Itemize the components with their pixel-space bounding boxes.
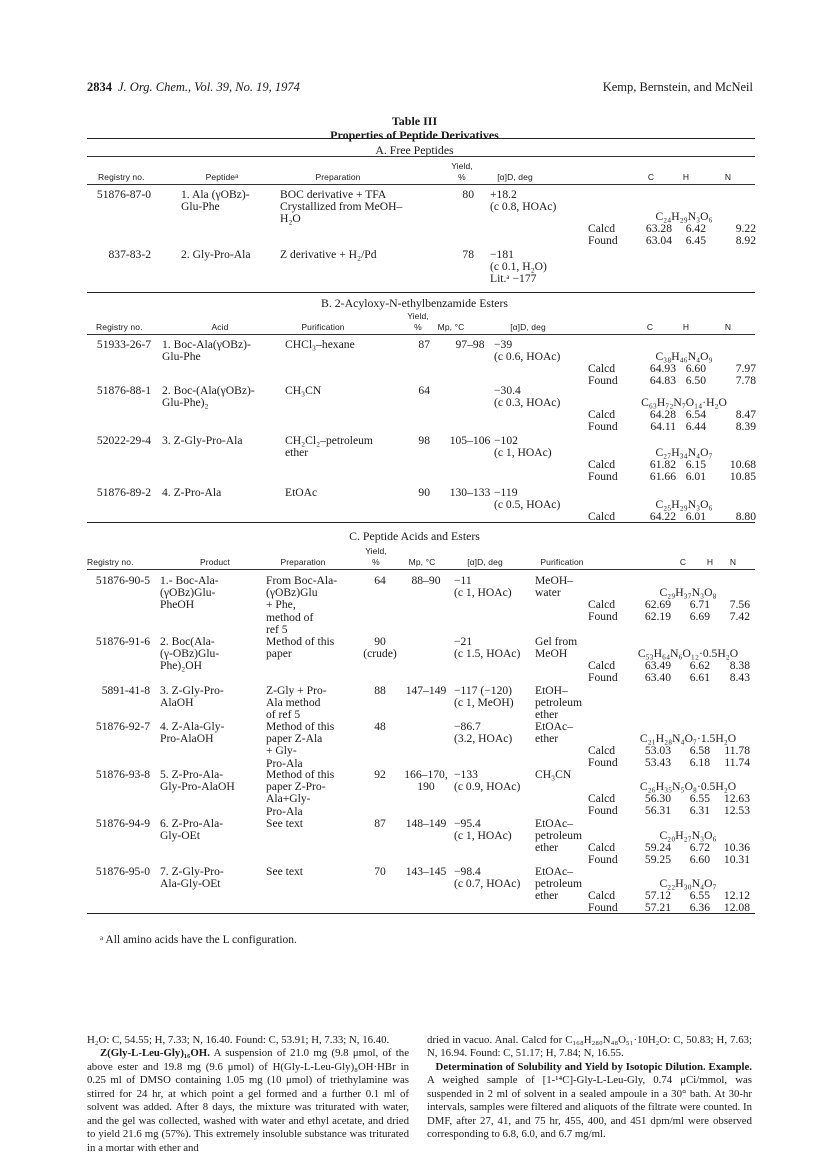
journal-line [87, 80, 300, 95]
optical-rotation: −181 [490, 248, 514, 261]
col-header: C [679, 557, 687, 567]
registry-number: 52022-29-4 [96, 434, 151, 447]
purification: MeOH [535, 647, 568, 661]
col-header: N [724, 322, 732, 332]
registry-number: 51876-95-0 [95, 865, 150, 878]
col-header: % [414, 322, 422, 332]
yield: 87 [418, 338, 430, 351]
col-header: Yield, [451, 161, 473, 171]
purification: ether [535, 841, 559, 855]
registry-number: 51876-92-7 [95, 720, 150, 733]
optical-rotation: −39 [494, 338, 513, 351]
found-c: 57.21 [644, 901, 671, 915]
melting-point: 190 [417, 780, 435, 794]
body-column-left [87, 1034, 409, 1155]
col-header: C [647, 172, 655, 182]
molecular-formula: C₂₆H₃₅N₅O₈·0.5H₂O [639, 780, 737, 793]
registry-number: 51876-87-0 [96, 188, 151, 201]
found-h: 6.01 [685, 470, 706, 484]
product-name: 1.- Boc-Ala- [160, 574, 219, 587]
authors: Kemp, Bernstein, and McNeil [602, 80, 753, 94]
calcd-label: Calcd [588, 510, 616, 524]
molecular-formula: C₂₁H₂₈N₄O₇·1.5H₂O [639, 732, 737, 745]
table-footnote: ᵃ All amino acids have the L configuration. [100, 934, 297, 946]
purification: EtOAc– [535, 865, 573, 878]
calcd-h: 6.62 [689, 659, 710, 673]
found-c: 62.19 [644, 610, 671, 624]
yield: 64 [418, 384, 430, 397]
product-name: Gly-Pro-AlaOH [160, 780, 235, 794]
col-header: H [682, 322, 690, 332]
section-title: A. Free Peptides [375, 143, 454, 157]
yield: 64 [374, 574, 386, 587]
molecular-formula: C₃₈H₄₆N₄O₉ [655, 350, 713, 363]
optical-rotation: (3.2, HOAc) [454, 732, 513, 746]
molecular-formula: C₆₃H₇₂N₇O₁₄·H₂O [641, 396, 727, 409]
preparation: Method of this [266, 720, 335, 733]
found-label: Found [588, 804, 618, 818]
calcd-c: 56.30 [644, 792, 671, 806]
registry-number: 51876-94-9 [95, 817, 150, 830]
col-header: Purification [301, 322, 345, 332]
purification: EtOAc– [535, 720, 573, 733]
preparation: Ala method [266, 696, 321, 710]
col-header: C [646, 322, 654, 332]
found-label: Found [588, 470, 618, 484]
melting-point: 130–133 [449, 486, 491, 499]
found-c: 56.31 [644, 804, 671, 818]
found-n: 12.53 [723, 804, 750, 818]
purification: petroleum [535, 877, 583, 891]
product-name: 6. Z-Pro-Ala- [160, 817, 224, 830]
product-name: 2. Boc(Ala- [160, 635, 215, 648]
calcd-c: 63.49 [644, 659, 671, 673]
found-n: 8.43 [729, 671, 750, 685]
purification: water [535, 586, 561, 600]
journal-citation: J. Org. Chem., Vol. 39, No. 19, 1974 [118, 80, 300, 94]
col-header: Acid [211, 322, 229, 332]
calcd-label: Calcd [588, 792, 616, 806]
found-n: 7.78 [735, 374, 756, 388]
body-paragraph: H₂O: C, 54.55; H, 7.33; N, 16.40. Found: C, 53.91; H, 7.33; N, 16.40. [87, 1034, 390, 1046]
calcd-n: 10.36 [723, 841, 750, 855]
table-rule [87, 334, 755, 335]
purification: EtOAc– [535, 817, 573, 830]
optical-rotation: (c 0.5, HOAc) [494, 498, 561, 512]
calcd-c: 57.12 [644, 889, 671, 903]
calcd-label: Calcd [588, 222, 616, 236]
purification: CHCl₃–hexane [285, 338, 355, 351]
melting-point: 105–106 [449, 434, 491, 447]
calcd-h: 6.71 [689, 598, 710, 612]
optical-rotation: (c 1, HOAc) [454, 586, 512, 600]
calcd-c: 59.24 [644, 841, 671, 855]
product-name: Pro-AlaOH [160, 732, 214, 746]
calcd-c: 61.82 [649, 458, 676, 472]
calcd-label: Calcd [588, 408, 616, 422]
page-header [87, 80, 753, 96]
col-header: Yield, [365, 546, 387, 556]
found-n: 11.74 [724, 756, 750, 770]
molecular-formula: C₅₃H₆₄N₆O₁₂·0.5H₂O [637, 647, 739, 660]
table-title: Properties of Peptide Derivatives [330, 128, 499, 143]
calcd-label: Calcd [588, 458, 616, 472]
preparation: + Gly- [266, 744, 297, 758]
paragraph-heading: Determination of Solubility and Yield by Isotopic Dilution. Example. [435, 1060, 752, 1073]
preparation: Pro-Ala [266, 804, 303, 818]
purification: ether [535, 732, 559, 746]
found-h: 6.61 [689, 671, 710, 685]
col-header: H [706, 557, 714, 567]
found-n: 7.42 [729, 610, 750, 624]
calcd-h: 6.15 [685, 458, 706, 472]
calcd-label: Calcd [588, 841, 616, 855]
yield: 78 [462, 248, 474, 261]
found-n: 8.39 [735, 420, 756, 434]
purification: ether [535, 889, 559, 903]
product-name: Gly-OEt [160, 829, 200, 843]
purification: petroleum [535, 696, 583, 710]
registry-number: 51876-89-2 [96, 486, 151, 499]
found-label: Found [588, 901, 618, 915]
col-header: Yield, [407, 311, 429, 321]
calcd-n: 7.97 [735, 362, 756, 376]
preparation: Ala+Gly- [266, 792, 311, 806]
calcd-h: 6.42 [685, 222, 706, 236]
product-name: 4. Z-Ala-Gly- [160, 720, 225, 733]
yield: 98 [418, 434, 430, 447]
preparation: Z derivative + H₂/Pd [280, 248, 377, 261]
product-name: 3. Z-Gly-Pro- [160, 684, 224, 697]
found-n: 8.92 [735, 234, 756, 248]
table-rule [87, 292, 755, 293]
calcd-n: 8.38 [729, 659, 750, 673]
product-name: PheOH [160, 598, 195, 612]
body-paragraph: dried in vacuo. Anal. Calcd for C₁₆₈H₂₈₀N₄₈O₅₁·10H₂O: C, 50.83; H, 7.63; N, 16.94. Found: C, 51.17; H, 7.84; N, 16.55. [427, 1034, 752, 1060]
found-label: Found [588, 234, 618, 248]
calcd-h: 6.72 [689, 841, 710, 855]
table-rule [87, 156, 755, 157]
optical-rotation: (c 0.1, H₂O) [490, 260, 547, 274]
optical-rotation: (c 0.9, HOAc) [454, 780, 521, 794]
product-name: (γ-OBz)Glu- [160, 647, 220, 661]
paragraph-text: A weighed sample of [1-¹⁴C]-Gly-L-Leu-Gly, 0.74 μCi/mmol, was suspended in 2 ml of solvent in a sealed ampoule in a 30° bath. At 30-hr intervals, samples were filtered and aliquots of the filtrate were counted. In DMF, after 27, 41, and 75 hr, 455, 400, and 451 dpm/ml were observed corresponding to 6.8, 6.0, and 6.7 mg/ml. [427, 1074, 752, 1141]
preparation: BOC derivative + TFA [280, 188, 387, 201]
yield: 87 [374, 817, 386, 830]
calcd-n: 11.78 [724, 744, 750, 758]
calcd-label: Calcd [588, 598, 616, 612]
melting-point: 88–90 [411, 574, 441, 587]
table-rule [87, 184, 755, 185]
col-header: [α]D, deg [467, 557, 503, 567]
preparation: paper Z-Ala [266, 732, 323, 746]
optical-rotation: Lit.ᵃ −177 [490, 272, 537, 286]
molecular-formula: C₂₇H₃₄N₄O₇ [655, 446, 713, 459]
found-c: 64.83 [649, 374, 676, 388]
calcd-c: 53.03 [644, 744, 671, 758]
found-h: 6.44 [685, 420, 706, 434]
table-rule [87, 522, 755, 523]
yield: 70 [374, 865, 386, 878]
molecular-formula: C₂₉H₃₇N₃O₈ [659, 586, 717, 599]
acid-name: 3. Z-Gly-Pro-Ala [162, 434, 243, 447]
acid-name: 4. Z-Pro-Ala [162, 486, 222, 499]
col-header: Registry no. [98, 172, 145, 182]
purification: CH₃CN [535, 768, 572, 781]
col-header: Preparation [280, 557, 326, 567]
preparation: Crystallized from MeOH– [280, 200, 403, 214]
found-label: Found [588, 671, 618, 685]
product-name: AlaOH [160, 696, 194, 710]
col-header: Purification [540, 557, 584, 567]
optical-rotation: (c 0.6, HOAc) [494, 350, 561, 364]
optical-rotation: −95.4 [454, 817, 481, 830]
preparation: ref 5 [266, 622, 288, 636]
yield: 80 [462, 188, 474, 201]
product-name: Ala-Gly-OEt [160, 877, 221, 891]
preparation: See text [266, 817, 304, 830]
calcd-h: 6.55 [689, 792, 710, 806]
col-header: Preparation [315, 172, 361, 182]
found-n: 10.31 [723, 853, 750, 867]
col-header: % [458, 172, 466, 182]
preparation: paper [266, 647, 292, 661]
registry-number: 51933-26-7 [96, 338, 151, 351]
optical-rotation: −117 (−120) [454, 684, 513, 697]
calcd-n: 12.63 [723, 792, 750, 806]
preparation: Pro-Ala [266, 756, 303, 770]
peptide-name: 1. Ala (γOBz)- [181, 188, 250, 201]
molecular-formula: C₂₅H₂₉N₃O₆ [655, 498, 713, 511]
col-header: Peptideᵃ [205, 172, 239, 182]
found-label: Found [588, 610, 618, 624]
calcd-h: 6.54 [685, 408, 706, 422]
calcd-n: 8.47 [735, 408, 756, 422]
optical-rotation: (c 0.7, HOAc) [454, 877, 521, 891]
optical-rotation: −98.4 [454, 865, 481, 878]
preparation: See text [266, 865, 304, 878]
found-h: 6.50 [685, 374, 706, 388]
preparation: (γOBz)Glu [266, 586, 318, 600]
found-h: 6.36 [689, 901, 710, 915]
optical-rotation: −119 [494, 486, 518, 499]
yield: 48 [374, 720, 386, 733]
table-rule [87, 569, 755, 570]
melting-point: 147–149 [405, 684, 447, 697]
optical-rotation: (c 0.8, HOAc) [490, 200, 557, 214]
yield: 90 [374, 635, 386, 648]
calcd-c: 62.69 [644, 598, 671, 612]
found-h: 6.69 [689, 610, 710, 624]
col-header: [α]D, deg [510, 322, 546, 332]
optical-rotation: −21 [454, 635, 473, 648]
col-header: % [372, 557, 380, 567]
col-header: H [682, 172, 690, 182]
melting-point: 143–145 [405, 865, 447, 878]
purification: Gel from [535, 635, 578, 648]
optical-rotation: (c 1, HOAc) [454, 829, 512, 843]
col-header: Mp, °C [437, 322, 465, 332]
yield: 88 [374, 684, 386, 697]
found-label: Found [588, 853, 618, 867]
preparation: method of [266, 610, 314, 624]
optical-rotation: −133 [454, 768, 478, 781]
purification: ether [285, 446, 309, 460]
calcd-c: 63.28 [645, 222, 672, 236]
product-name: (γOBz)Glu- [160, 586, 216, 600]
registry-number: 51876-91-6 [95, 635, 150, 648]
calcd-h: 6.01 [685, 510, 706, 524]
optical-rotation: (c 1, HOAc) [494, 446, 552, 460]
section-title: B. 2-Acyloxy-N-ethylbenzamide Esters [320, 296, 509, 310]
found-h: 6.18 [689, 756, 710, 770]
found-c: 59.25 [644, 853, 671, 867]
acid-name: Glu-Phe)₂ [162, 396, 209, 410]
molecular-formula: C₂₄H₂₉N₃O₆ [655, 210, 713, 223]
registry-number: 51876-93-8 [95, 768, 150, 781]
found-n: 10.85 [729, 470, 756, 484]
calcd-h: 6.58 [689, 744, 710, 758]
calcd-label: Calcd [588, 659, 616, 673]
page-number: 2834 [87, 80, 112, 94]
calcd-h: 6.60 [685, 362, 706, 376]
registry-number: 837-83-2 [108, 248, 151, 261]
purification: CH₃CN [285, 384, 322, 397]
calcd-c: 64.28 [649, 408, 676, 422]
optical-rotation: (c 1.5, HOAc) [454, 647, 521, 661]
col-header: Product [200, 557, 230, 567]
purification: EtOAc [285, 486, 318, 499]
yield-note: (crude) [363, 647, 397, 661]
product-name: 7. Z-Gly-Pro- [160, 865, 224, 878]
found-n: 12.08 [723, 901, 750, 915]
preparation: Method of this [266, 768, 335, 781]
preparation: Z-Gly + Pro- [266, 684, 327, 697]
acid-name: 1. Boc-Ala(γOBz)- [162, 338, 251, 351]
col-header: Registry no. [87, 557, 134, 567]
col-header: N [729, 557, 737, 567]
optical-rotation: (c 1, MeOH) [454, 696, 514, 710]
col-header: Mp, °C [408, 557, 436, 567]
found-label: Found [588, 420, 618, 434]
table-number: Table III [391, 114, 438, 128]
calcd-n: 12.12 [723, 889, 750, 903]
optical-rotation: −30.4 [494, 384, 521, 397]
registry-number: 51876-88-1 [96, 384, 151, 397]
melting-point: 97–98 [455, 338, 485, 351]
optical-rotation: −86.7 [454, 720, 481, 733]
table-rule [87, 138, 755, 139]
found-c: 63.40 [644, 671, 671, 685]
registry-number: 51876-90-5 [95, 574, 150, 587]
found-h: 6.45 [685, 234, 706, 248]
found-c: 63.04 [645, 234, 672, 248]
preparation: paper Z-Pro- [266, 780, 326, 794]
found-c: 64.11 [650, 420, 676, 434]
purification: CH₂Cl₂–petroleum [285, 434, 373, 447]
preparation: Method of this [266, 635, 335, 648]
preparation: + Phe, [266, 598, 296, 612]
calcd-label: Calcd [588, 889, 616, 903]
paragraph-heading: Z(Gly-L-Leu-Gly)₁₆OH. [99, 1047, 210, 1060]
body-paragraph [87, 1047, 409, 1155]
calcd-h: 6.55 [689, 889, 710, 903]
product-name: Phe)₂OH [160, 659, 203, 673]
found-c: 53.43 [644, 756, 671, 770]
peptide-name: 2. Gly-Pro-Ala [181, 248, 251, 261]
registry-number: 5891-41-8 [101, 684, 150, 697]
table-rule [87, 913, 755, 914]
preparation: of ref 5 [266, 708, 301, 722]
col-header: Registry no. [96, 322, 143, 332]
calcd-n: 8.80 [735, 510, 756, 524]
found-label: Found [588, 374, 618, 388]
acid-name: Glu-Phe [162, 350, 201, 364]
preparation: H₂O [280, 212, 301, 226]
melting-point: 148–149 [405, 817, 447, 830]
found-h: 6.60 [689, 853, 710, 867]
body-column-right [427, 1034, 752, 1142]
molecular-formula: C₂₀H₂₇N₃O₆ [659, 829, 717, 842]
optical-rotation: −102 [494, 434, 518, 447]
acid-name: 2. Boc-(Ala(γOBz)- [162, 384, 255, 397]
found-h: 6.31 [689, 804, 710, 818]
purification: MeOH– [535, 574, 573, 587]
body-paragraph [427, 1061, 752, 1142]
col-header: [α]D, deg [497, 172, 533, 182]
col-header: N [724, 172, 732, 182]
calcd-n: 7.56 [729, 598, 750, 612]
calcd-label: Calcd [588, 744, 616, 758]
optical-rotation: (c 0.3, HOAc) [494, 396, 561, 410]
found-label: Found [588, 756, 618, 770]
paragraph-text: A suspension of 21.0 mg (9.8 μmol, of the above ester and 19.8 mg (9.6 μmol) of H(Gly-L-Leu-Gly)₈OH·HBr in 0.25 ml of DMSO containing 1.05 mg (10 μmol) of triethylamine was stirred for 24 hr, at which point a gel formed and a further 0.1 ml of solvent was added. After 8 days, the mixture was triturated with water, and the gel was collected, washed with water and ethyl acetate, and dried to yield 21.6 mg (57%). This extremely insoluble substance was triturated in a mortar with ether and [87, 1047, 409, 1154]
product-name: 5. Z-Pro-Ala- [160, 768, 224, 781]
section-title: C. Peptide Acids and Esters [349, 529, 480, 543]
calcd-label: Calcd [588, 362, 616, 376]
optical-rotation: +18.2 [490, 188, 517, 201]
preparation: From Boc-Ala- [266, 574, 338, 587]
optical-rotation: −11 [454, 574, 472, 587]
molecular-formula: C₂₂H₃₀N₄O₇ [659, 877, 717, 890]
purification: petroleum [535, 829, 583, 843]
yield: 92 [374, 768, 386, 781]
purification: ether [535, 708, 559, 722]
calcd-n: 9.22 [735, 222, 756, 236]
calcd-c: 64.22 [649, 510, 676, 524]
yield: 90 [418, 486, 430, 499]
found-c: 61.66 [649, 470, 676, 484]
melting-point: 166–170, [404, 768, 448, 781]
peptide-name: Glu-Phe [181, 200, 220, 214]
calcd-n: 10.68 [729, 458, 756, 472]
calcd-c: 64.93 [649, 362, 676, 376]
purification: EtOH– [535, 684, 568, 697]
